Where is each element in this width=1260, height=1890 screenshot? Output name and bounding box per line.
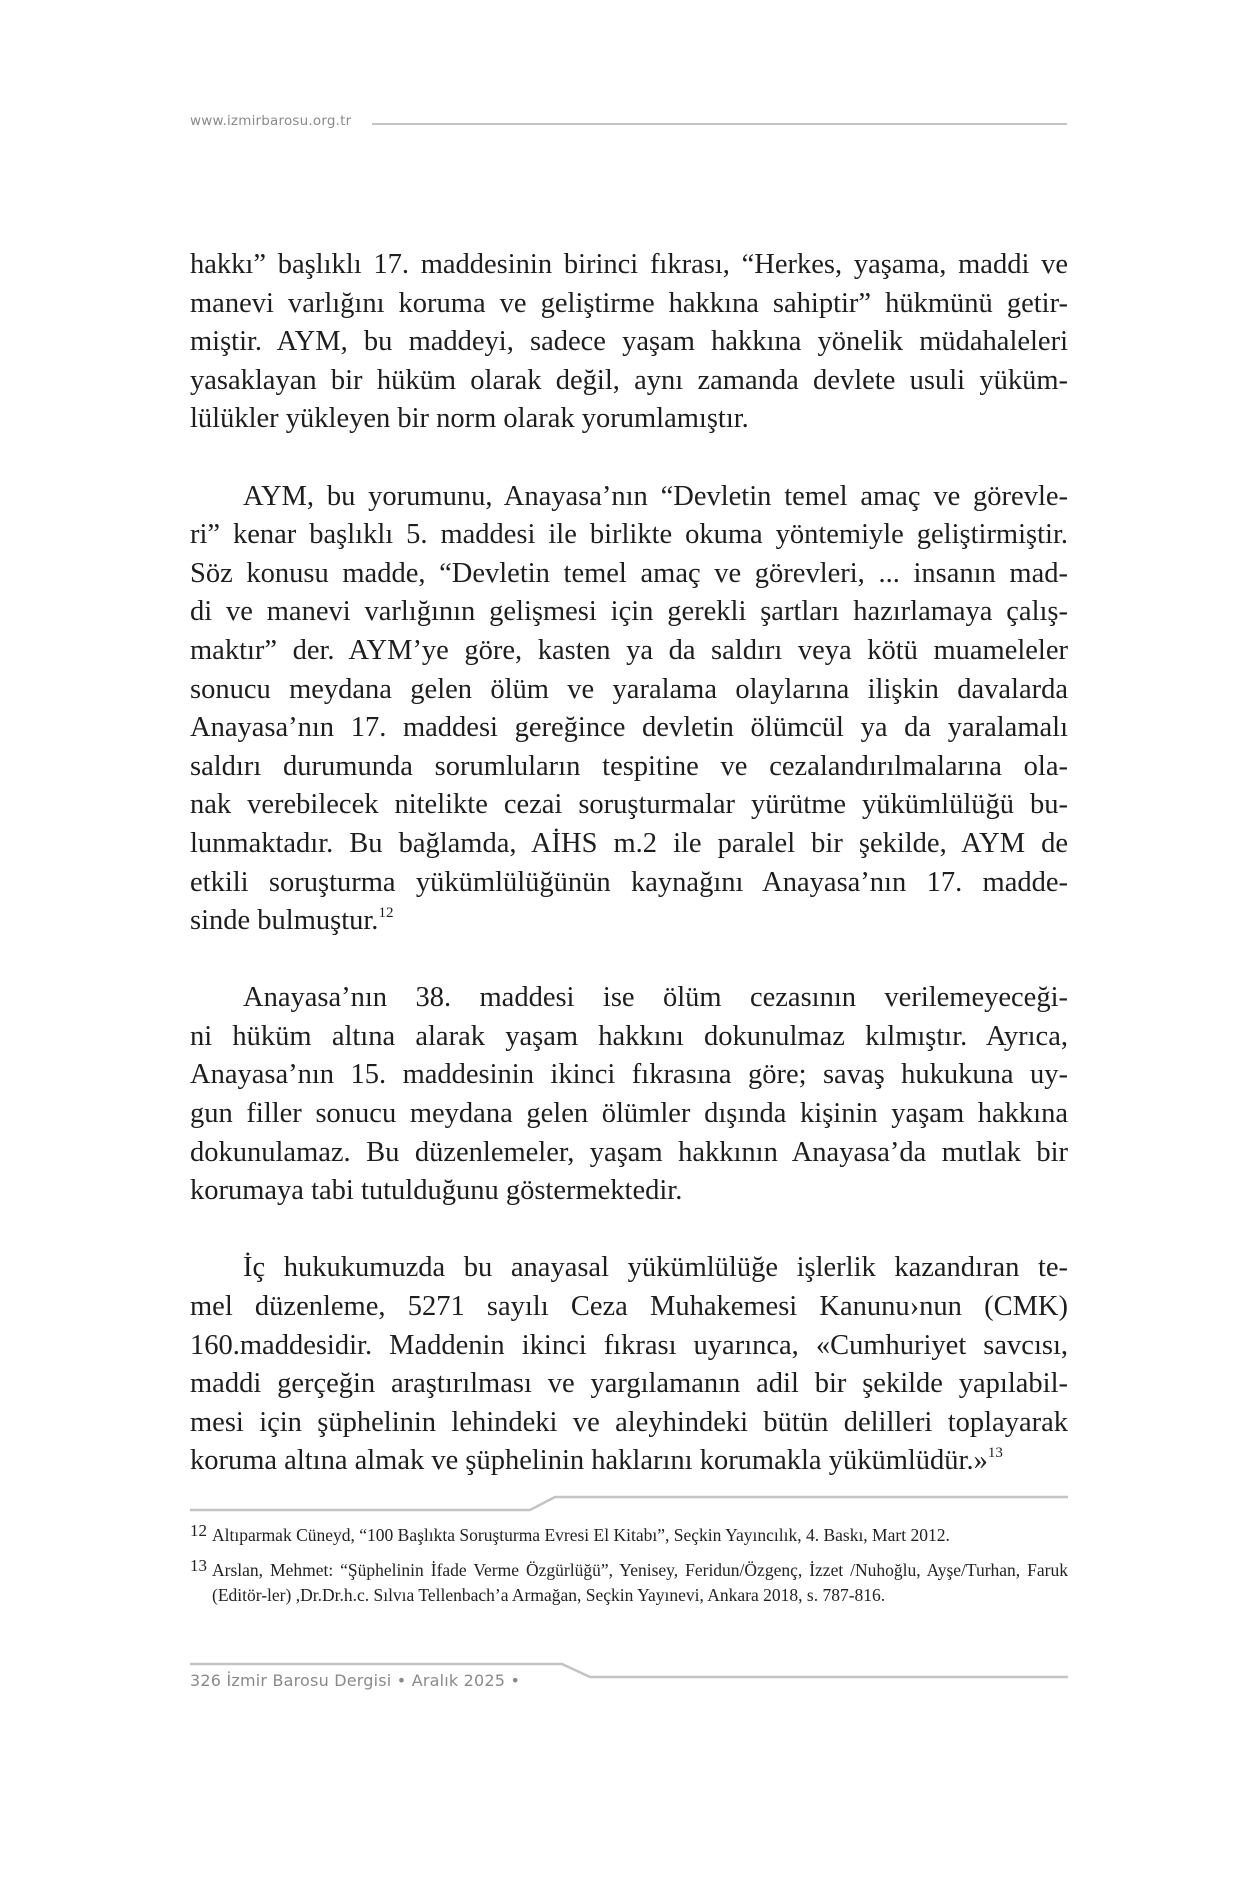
footer-separator: • (510, 1671, 521, 1690)
text-line: AYM, bu yorumunu, Anayasa’nın “Devletin temel amaç ve görevle- (243, 480, 1068, 512)
page-number: 326 (190, 1671, 222, 1690)
footnote-number: 13 (190, 1556, 207, 1575)
footnote-text: Arslan, Mehmet: “Şüphelinin İfade Verme Özgürlüğü”, Yenisey, Feridun/Özgenç, İzzet /Nuhoğlu, Ayşe/Turhan, Faruk (Editör-ler) ,Dr.Dr.h.c. Sılvıa Tellenbach’a Armağan, Seçkin Yayınevi, Ankara 2018, s. 787-816. (212, 1560, 1068, 1605)
footnotes (190, 1523, 1068, 1618)
header-rule (372, 123, 1067, 125)
footer-separator: • (396, 1671, 407, 1690)
footnote-text: Altıparmak Cüneyd, “100 Başlıkta Soruşturma Evresi El Kitabı”, Seçkin Yayıncılık, 4. Baskı, Mart 2012. (212, 1525, 950, 1545)
text-line: lülükler yükleyen bir norm olarak yorumlamıştır. (190, 403, 749, 435)
text-line: Anayasa’nın 38. maddesi ise ölüm cezasının verilemeyeceği- (243, 982, 1068, 1014)
text-line: etkili soruşturma yükümlülüğünün kaynağını Anayasa’nın 17. madde- (190, 866, 1068, 898)
text-line: nak verebilecek nitelikte cezai soruşturmalar yürütme yükümlülüğü bu- (190, 789, 1068, 821)
text-line: maktır” der. AYM’ye göre, kasten ya da saldırı veya kötü muameleler (190, 634, 1068, 666)
issue-date: Aralık 2025 (411, 1671, 506, 1690)
text-line: mesi için şüphelinin lehindeki ve aleyhindeki bütün delilleri toplayarak (190, 1406, 1068, 1438)
text-line: manevi varlığını koruma ve geliştirme hakkına sahiptir” hükmünü getir- (190, 287, 1068, 319)
text-line: dokunulamaz. Bu düzenlemeler, yaşam hakkının Anayasa’da mutlak bir (190, 1136, 1068, 1168)
text-line: hakkı” başlıklı 17. maddesinin birinci fıkrası, “Herkes, yaşama, maddi ve (190, 249, 1068, 280)
footnote-reference[interactable]: 13 (987, 1445, 1003, 1462)
footer (190, 1671, 520, 1690)
text-line: lunmaktadır. Bu bağlamda, AİHS m.2 ile paralel bir şekilde, AYM de (190, 827, 1068, 859)
text-line: miştir. AYM, bu maddeyi, sadece yaşam hakkına yönelik müdahaleleri (190, 326, 1068, 358)
text-line: maddi gerçeğin araştırılması ve yargılamanın adil bir şekilde yapılabil- (190, 1368, 1068, 1400)
text-line: Anayasa’nın 15. maddesinin ikinci fıkrasına göre; savaş hukukuna uy- (190, 1059, 1068, 1091)
text-line: Anayasa’nın 17. maddesi gereğince devletin ölümcül ya da yaralamalı (190, 712, 1068, 744)
paragraph-1 (190, 246, 1068, 439)
text-line: sinde bulmuştur.$^{12}$ (190, 905, 394, 937)
text-line: sonucu meydana gelen ölüm ve yaralama olaylarına ilişkin davalarda (190, 673, 1068, 705)
text-line: gun filler sonucu meydana gelen ölümler dışında kişinin yaşam hakkına (190, 1098, 1068, 1130)
text-line: 160.maddesidir. Maddenin ikinci fıkrası uyarınca, «Cumhuriyet savcısı, (190, 1329, 1068, 1361)
footnote-reference[interactable]: 12 (378, 905, 394, 922)
paragraph-4 (190, 1249, 1068, 1481)
text-line: di ve manevi varlığının gelişmesi için gerekli şartları hazırlamaya çalış- (190, 596, 1068, 628)
text-line: ni hüküm altına alarak yaşam hakkını dokunulmaz kılmıştır. Ayrıca, (190, 1020, 1068, 1052)
body-text (190, 246, 1068, 1481)
header-url: www.izmirbarosu.org.tr (190, 113, 352, 129)
footnote-number: 12 (190, 1521, 207, 1540)
journal-name: İzmir Barosu Dergisi (226, 1671, 392, 1690)
text-line: saldırı durumunda sorumluların tespitine ve cezalandırılmalarına ola- (190, 750, 1068, 782)
text-line: ri” kenar başlıklı 5. maddesi ile birlikte okuma yöntemiyle geliştirmiştir. (190, 519, 1068, 551)
text-line: yasaklayan bir hüküm olarak değil, aynı zamanda devlete usuli yüküm- (190, 364, 1068, 396)
paragraph-3 (190, 979, 1068, 1211)
footnote-separator (190, 1497, 1068, 1510)
text-line: İç hukukumuzda bu anayasal yükümlülüğe işlerlik kazandıran te- (243, 1252, 1068, 1284)
paragraph-2 (190, 478, 1068, 941)
footnote-13 (190, 1558, 1068, 1608)
text-line: mel düzenleme, 5271 sayılı Ceza Muhakemesi Kanunu›nun (CMK) (190, 1291, 1068, 1323)
text-line: koruma altına almak ve şüphelinin haklarını korumakla yükümlüdür.»$^{13}$ (190, 1445, 1003, 1477)
text-line: Söz konusu madde, “Devletin temel amaç ve görevleri, ... insanın mad- (190, 557, 1068, 589)
text-line: korumaya tabi tutulduğunu göstermektedir. (190, 1175, 683, 1207)
footnote-12 (190, 1523, 1068, 1548)
